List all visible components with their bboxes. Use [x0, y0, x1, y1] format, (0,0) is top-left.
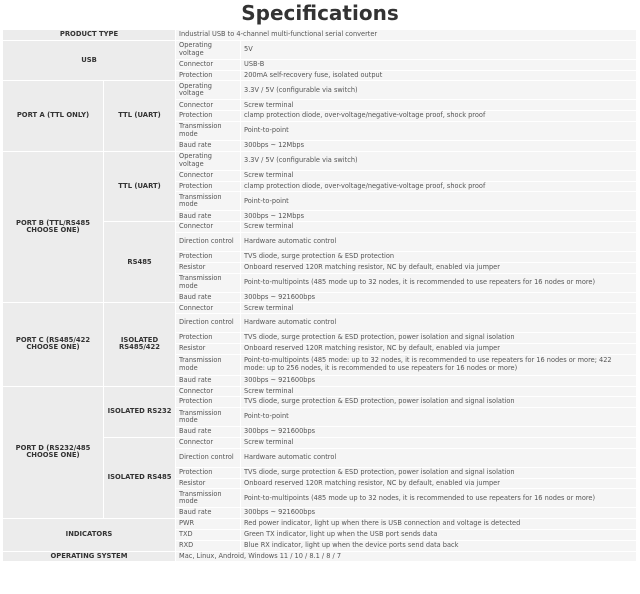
spec-label: Direction control	[176, 232, 241, 251]
table-row	[3, 40, 637, 59]
spec-label: Connector	[176, 59, 241, 70]
spec-label: Transmission mode	[176, 354, 241, 375]
spec-label: Operating voltage	[176, 81, 241, 100]
spec-label: Baud rate	[176, 140, 241, 151]
spec-label: Resistor	[176, 262, 241, 273]
spec-label: Operating voltage	[176, 40, 241, 59]
table-row	[3, 303, 637, 314]
spec-label: Protection	[176, 397, 241, 408]
group-usb: USB	[3, 40, 176, 81]
spec-value: Point-to-multipoints (485 mode up to 32 nodes, it is recommended to use repeaters for 16 nodes or more)	[241, 489, 637, 508]
spec-value: Screw terminal	[241, 303, 637, 314]
spec-label: Connector	[176, 303, 241, 314]
spec-value: Onboard reserved 120R matching resistor, NC by default, enabled via jumper	[241, 343, 637, 354]
group-port-d: PORT D (RS232/485 CHOOSE ONE)	[3, 386, 104, 519]
spec-label: Baud rate	[176, 508, 241, 519]
spec-label: Transmission mode	[176, 121, 241, 140]
spec-value: Point-to-point	[241, 121, 637, 140]
spec-value: Hardware automatic control	[241, 448, 637, 467]
spec-value: Point-to-point	[241, 408, 637, 427]
spec-label: Transmission mode	[176, 408, 241, 427]
group-port-b: PORT B (TTL/RS485 CHOOSE ONE)	[3, 151, 104, 303]
spec-value: 300bps ~ 921600bps	[241, 375, 637, 386]
spec-label: Resistor	[176, 478, 241, 489]
table-row	[3, 81, 637, 100]
spec-value: Point-to-multipoints (485 mode up to 32 nodes, it is recommended to use repeaters for 16 nodes or more)	[241, 273, 637, 292]
spec-value: Green TX indicator, light up when the USB port sends data	[241, 529, 637, 540]
spec-label: Connector	[176, 170, 241, 181]
spec-label: Protection	[176, 333, 241, 344]
spec-value: 3.3V / 5V (configurable via switch)	[241, 151, 637, 170]
spec-value: Screw terminal	[241, 386, 637, 397]
table-row	[3, 551, 637, 562]
spec-label: Protection	[176, 181, 241, 192]
subgroup-isolated-rs485-422: ISOLATED RS485/422	[104, 303, 176, 386]
spec-label: Transmission mode	[176, 489, 241, 508]
group-port-a: PORT A (TTL ONLY)	[3, 81, 104, 151]
spec-value: Point-to-point	[241, 192, 637, 211]
spec-label: Operating voltage	[176, 151, 241, 170]
spec-label: Protection	[176, 251, 241, 262]
table-row	[3, 519, 637, 530]
spec-value: Screw terminal	[241, 437, 637, 448]
spec-value: Onboard reserved 120R matching resistor, NC by default, enabled via jumper	[241, 478, 637, 489]
spec-value: Industrial USB to 4-channel multi-functional serial converter	[176, 30, 637, 41]
spec-label: Connector	[176, 222, 241, 233]
spec-value: 300bps ~ 12Mbps	[241, 140, 637, 151]
spec-value: TVS diode, surge protection & ESD protection, power isolation and signal isolation	[241, 397, 637, 408]
spec-label: Direction control	[176, 314, 241, 333]
spec-label: Protection	[176, 467, 241, 478]
table-row	[3, 386, 637, 397]
spec-label: Baud rate	[176, 375, 241, 386]
page-title: Specifications	[241, 1, 399, 25]
spec-label: Transmission mode	[176, 273, 241, 292]
spec-value: Screw terminal	[241, 170, 637, 181]
group-port-c: PORT C (RS485/422 CHOOSE ONE)	[3, 303, 104, 386]
spec-value: 300bps ~ 12Mbps	[241, 211, 637, 222]
spec-value: 300bps ~ 921600bps	[241, 292, 637, 303]
spec-value: 3.3V / 5V (configurable via switch)	[241, 81, 637, 100]
spec-label: Connector	[176, 437, 241, 448]
spec-value: Red power indicator, light up when there is USB connection and voltage is detected	[241, 519, 637, 530]
spec-value: Onboard reserved 120R matching resistor, NC by default, enabled via jumper	[241, 262, 637, 273]
spec-label: Connector	[176, 386, 241, 397]
group-indicators: INDICATORS	[3, 519, 176, 551]
spec-label: PWR	[176, 519, 241, 530]
spec-value: TVS diode, surge protection & ESD protection, power isolation and signal isolation	[241, 333, 637, 344]
group-operating-system: OPERATING SYSTEM	[3, 551, 176, 562]
spec-value: 5V	[241, 40, 637, 59]
spec-label: Resistor	[176, 343, 241, 354]
spec-value: clamp protection diode, over-voltage/negative-voltage proof, shock proof	[241, 181, 637, 192]
spec-value: Hardware automatic control	[241, 314, 637, 333]
subgroup-ttl: TTL (UART)	[104, 151, 176, 221]
spec-label: RXD	[176, 540, 241, 551]
spec-value: Mac, Linux, Android, Windows 11 / 10 / 8.1 / 8 / 7	[176, 551, 637, 562]
spec-label: Protection	[176, 111, 241, 122]
spec-label: TXD	[176, 529, 241, 540]
subgroup-ttl: TTL (UART)	[104, 81, 176, 151]
spec-value: Screw terminal	[241, 100, 637, 111]
spec-label: Baud rate	[176, 211, 241, 222]
subgroup-isolated-rs485: ISOLATED RS485	[104, 437, 176, 518]
spec-value: clamp protection diode, over-voltage/negative-voltage proof, shock proof	[241, 111, 637, 122]
table-row	[3, 30, 637, 41]
specifications-table	[2, 29, 637, 562]
spec-value: 200mA self-recovery fuse, isolated output	[241, 70, 637, 81]
spec-value: Screw terminal	[241, 222, 637, 233]
spec-value: 300bps ~ 921600bps	[241, 508, 637, 519]
spec-label: Transmission mode	[176, 192, 241, 211]
spec-label: Baud rate	[176, 292, 241, 303]
spec-label: Baud rate	[176, 427, 241, 438]
group-product-type: PRODUCT TYPE	[3, 30, 176, 41]
spec-value: TVS diode, surge protection & ESD protection	[241, 251, 637, 262]
table-row	[3, 151, 637, 170]
spec-value: Hardware automatic control	[241, 232, 637, 251]
spec-value: Blue RX indicator, light up when the device ports send data back	[241, 540, 637, 551]
spec-label: Protection	[176, 70, 241, 81]
spec-value: TVS diode, surge protection & ESD protection, power isolation and signal isolation	[241, 467, 637, 478]
spec-label: Connector	[176, 100, 241, 111]
subgroup-isolated-rs232: ISOLATED RS232	[104, 386, 176, 437]
subgroup-rs485: RS485	[104, 222, 176, 303]
spec-value: 300bps ~ 921600bps	[241, 427, 637, 438]
spec-value: USB-B	[241, 59, 637, 70]
spec-label: Direction control	[176, 448, 241, 467]
spec-value: Point-to-multipoints (485 mode: up to 32 nodes, it is recommended to use repeaters for 16 nodes or more; 422 mode: up to 256 nodes, it is recommended to use repeaters for 16 nodes or more)	[241, 354, 637, 375]
